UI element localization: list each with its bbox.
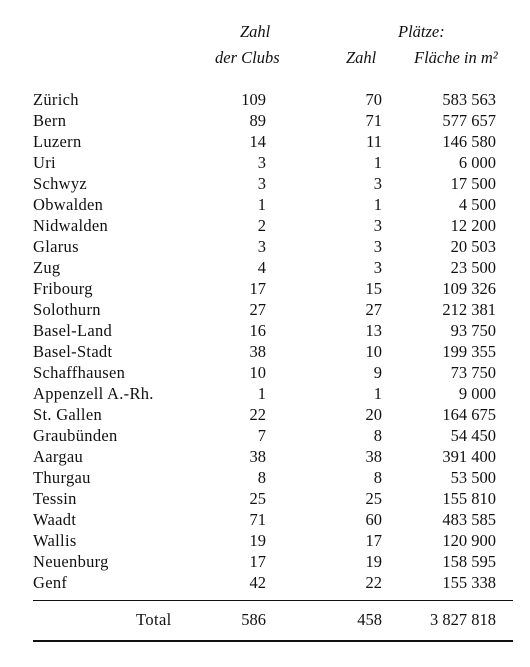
table-row (0, 215, 530, 236)
flaeche-cell: 109 326 (442, 279, 496, 298)
plaetze-zahl-cell: 3 (373, 258, 382, 277)
clubs-cell: 19 (249, 531, 266, 550)
flaeche-cell: 73 750 (450, 363, 496, 382)
canton-cell: Basel-Stadt (33, 342, 113, 361)
total-row (0, 608, 530, 632)
canton-cell: Thurgau (33, 468, 91, 487)
clubs-cell: 89 (249, 111, 266, 130)
flaeche-cell: 17 500 (450, 174, 496, 193)
clubs-cell: 2 (257, 216, 266, 235)
canton-cell: Glarus (33, 237, 79, 256)
plaetze-zahl-cell: 20 (365, 405, 382, 424)
canton-cell: Graubünden (33, 426, 118, 445)
clubs-cell: 3 (257, 153, 266, 172)
table-row (0, 89, 530, 110)
plaetze-zahl-cell: 3 (373, 216, 382, 235)
table-row (0, 278, 530, 299)
canton-cell: Appenzell A.-Rh. (33, 384, 154, 403)
table-row (0, 425, 530, 446)
header-plaetze-flaeche: Fläche in m² (414, 48, 498, 67)
clubs-cell: 17 (249, 552, 266, 571)
flaeche-cell: 155 338 (442, 573, 496, 592)
canton-cell: Genf (33, 573, 68, 592)
total-divider (33, 600, 513, 601)
table-row (0, 341, 530, 362)
flaeche-cell: 391 400 (442, 447, 496, 466)
clubs-cell: 22 (249, 405, 266, 424)
table-row (0, 110, 530, 131)
clubs-cell: 4 (257, 258, 266, 277)
plaetze-zahl-cell: 22 (365, 573, 382, 592)
clubs-cell: 10 (249, 363, 266, 382)
header-plaetze-zahl: Zahl (346, 48, 377, 67)
clubs-cell: 38 (249, 447, 266, 466)
canton-cell: Tessin (33, 489, 77, 508)
plaetze-zahl-cell: 8 (373, 468, 382, 487)
clubs-cell: 1 (257, 384, 266, 403)
header-clubs-line1: Zahl (240, 22, 271, 41)
plaetze-zahl-cell: 19 (365, 552, 382, 571)
canton-cell: St. Gallen (33, 405, 102, 424)
flaeche-cell: 158 595 (442, 552, 496, 571)
flaeche-cell: 164 675 (442, 405, 496, 424)
plaetze-zahl-cell: 8 (373, 426, 382, 445)
flaeche-cell: 212 381 (442, 300, 496, 319)
flaeche-cell: 9 000 (458, 384, 496, 403)
flaeche-cell: 12 200 (450, 216, 496, 235)
canton-cell: Aargau (33, 447, 84, 466)
total-flaeche: 3 827 818 (430, 610, 496, 629)
plaetze-zahl-cell: 3 (373, 174, 382, 193)
canton-cell: Uri (33, 153, 56, 172)
header-clubs-line2: der Clubs (215, 48, 280, 67)
table-row (0, 362, 530, 383)
canton-cell: Nidwalden (33, 216, 109, 235)
total-label: Total (136, 610, 172, 629)
clubs-cell: 25 (249, 489, 266, 508)
canton-cell: Fribourg (33, 279, 93, 298)
table-row (0, 152, 530, 173)
table-row (0, 236, 530, 257)
table-row (0, 467, 530, 488)
plaetze-zahl-cell: 1 (373, 195, 382, 214)
canton-cell: Waadt (33, 510, 77, 529)
plaetze-zahl-cell: 71 (365, 111, 382, 130)
plaetze-zahl-cell: 15 (365, 279, 382, 298)
flaeche-cell: 54 450 (450, 426, 496, 445)
flaeche-cell: 155 810 (442, 489, 496, 508)
canton-cell: Basel-Land (33, 321, 113, 340)
table-row (0, 488, 530, 509)
table-row (0, 446, 530, 467)
plaetze-zahl-cell: 13 (365, 321, 382, 340)
table-row (0, 551, 530, 572)
flaeche-cell: 146 580 (442, 132, 496, 151)
flaeche-cell: 4 500 (458, 195, 496, 214)
table-row (0, 404, 530, 425)
canton-cell: Neuenburg (33, 552, 109, 571)
canton-cell: Zürich (33, 90, 79, 109)
table-row (0, 509, 530, 530)
flaeche-cell: 199 355 (442, 342, 496, 361)
table-row (0, 320, 530, 341)
plaetze-zahl-cell: 17 (365, 531, 382, 550)
total-clubs: 586 (241, 610, 266, 629)
table-row (0, 257, 530, 278)
flaeche-cell: 583 563 (442, 90, 496, 109)
clubs-cell: 1 (257, 195, 266, 214)
flaeche-cell: 93 750 (450, 321, 496, 340)
plaetze-zahl-cell: 11 (366, 132, 382, 151)
plaetze-zahl-cell: 1 (373, 153, 382, 172)
flaeche-cell: 120 900 (442, 531, 496, 550)
clubs-cell: 3 (257, 237, 266, 256)
plaetze-zahl-cell: 60 (365, 510, 382, 529)
plaetze-zahl-cell: 9 (373, 363, 382, 382)
canton-cell: Wallis (33, 531, 77, 550)
table-row (0, 383, 530, 404)
plaetze-zahl-cell: 3 (373, 237, 382, 256)
header-plaetze: Plätze: (398, 22, 445, 41)
canton-cell: Schaffhausen (33, 363, 126, 382)
table-row (0, 131, 530, 152)
total-plaetze-zahl: 458 (357, 610, 382, 629)
flaeche-cell: 23 500 (450, 258, 496, 277)
canton-cell: Obwalden (33, 195, 104, 214)
table-row (0, 194, 530, 215)
canton-cell: Schwyz (33, 174, 88, 193)
flaeche-cell: 6 000 (458, 153, 496, 172)
plaetze-zahl-cell: 38 (365, 447, 382, 466)
clubs-cell: 3 (257, 174, 266, 193)
table-row (0, 572, 530, 593)
flaeche-cell: 577 657 (442, 111, 496, 130)
clubs-cell: 38 (249, 342, 266, 361)
flaeche-cell: 53 500 (450, 468, 496, 487)
table-body (0, 89, 530, 593)
canton-cell: Zug (33, 258, 61, 277)
canton-cell: Luzern (33, 132, 82, 151)
clubs-cell: 17 (249, 279, 266, 298)
clubs-cell: 42 (249, 573, 266, 592)
clubs-cell: 14 (249, 132, 266, 151)
flaeche-cell: 483 585 (442, 510, 496, 529)
table-row (0, 530, 530, 551)
table-row (0, 299, 530, 320)
plaetze-zahl-cell: 27 (365, 300, 382, 319)
clubs-cell: 71 (249, 510, 266, 529)
flaeche-cell: 20 503 (450, 237, 496, 256)
clubs-cell: 109 (241, 90, 266, 109)
plaetze-zahl-cell: 1 (373, 384, 382, 403)
plaetze-zahl-cell: 70 (365, 90, 382, 109)
table-bottom-rule (33, 640, 513, 642)
clubs-cell: 27 (249, 300, 266, 319)
canton-cell: Bern (33, 111, 67, 130)
clubs-cell: 16 (249, 321, 266, 340)
clubs-cell: 7 (257, 426, 266, 445)
plaetze-zahl-cell: 10 (365, 342, 382, 361)
plaetze-zahl-cell: 25 (365, 489, 382, 508)
table-row (0, 173, 530, 194)
clubs-cell: 8 (257, 468, 266, 487)
canton-cell: Solothurn (33, 300, 101, 319)
